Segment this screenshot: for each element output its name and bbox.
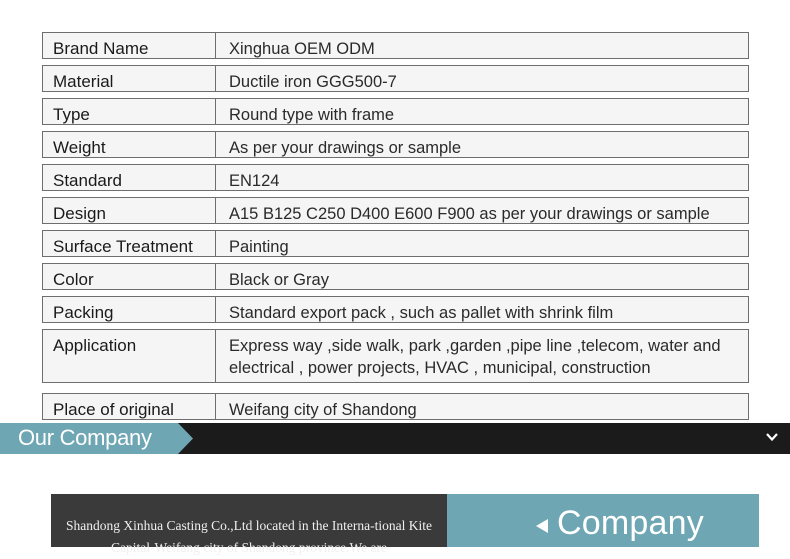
spec-value: Standard export pack , such as pallet with shrink film [229, 304, 614, 322]
spec-label: Place of original [43, 394, 216, 419]
spec-row-color [42, 263, 749, 290]
spec-row-material [42, 65, 749, 92]
spec-value: Xinghua OEM ODM [229, 40, 375, 58]
spec-label: Type [43, 99, 216, 124]
spec-label: Design [43, 198, 216, 223]
spec-value: Weifang city of Shandong [229, 401, 417, 419]
spec-label: Standard [43, 165, 216, 190]
spec-value: As per your drawings or sample [229, 139, 462, 157]
spec-value: Round type with frame [229, 106, 395, 124]
section-banner [0, 423, 790, 454]
spec-value: Ductile iron GGG500-7 [229, 73, 397, 91]
about-text-panel [51, 494, 447, 555]
spec-row-place-of-original [42, 393, 749, 420]
section-title: Our Company [18, 425, 152, 450]
spec-value: EN124 [229, 172, 280, 190]
spec-label: Material [43, 66, 216, 91]
spec-row-surface-treatment [42, 230, 749, 257]
spec-row-application [42, 329, 749, 383]
spec-row-packing [42, 296, 749, 323]
triangle-left-icon [536, 519, 548, 533]
chevron-down-icon[interactable] [764, 429, 780, 445]
spec-row-standard [42, 164, 749, 191]
spec-row-design [42, 197, 749, 224]
spec-value: Express way ,side walk, park ,garden ,pipe line ,telecom, water and electrical , power projects, HVAC , municipal, construction [229, 337, 721, 377]
spec-label: Surface Treatment [43, 231, 216, 256]
spec-label: Brand Name [43, 33, 216, 58]
spec-value: A15 B125 C250 D400 E600 F900 as per your drawings or sample [229, 205, 710, 223]
spec-label: Weight [43, 132, 216, 157]
spec-label: Packing [43, 297, 216, 322]
spec-value: Painting [229, 238, 289, 256]
spec-label: Application [43, 330, 216, 382]
spec-table [42, 32, 749, 426]
spec-row-weight [42, 131, 749, 158]
spec-label: Color [43, 264, 216, 289]
section-tab [0, 423, 193, 454]
spec-row-type [42, 98, 749, 125]
spec-row-brand-name [42, 32, 749, 59]
company-panel[interactable] [447, 494, 759, 547]
about-text: Shandong Xinhua Casting Co.,Ltd located in the Interna-tional Kite Capital-Weifang city of Shandong province.We are [66, 518, 432, 555]
spec-value: Black or Gray [229, 271, 329, 289]
company-title: Company [557, 504, 704, 542]
